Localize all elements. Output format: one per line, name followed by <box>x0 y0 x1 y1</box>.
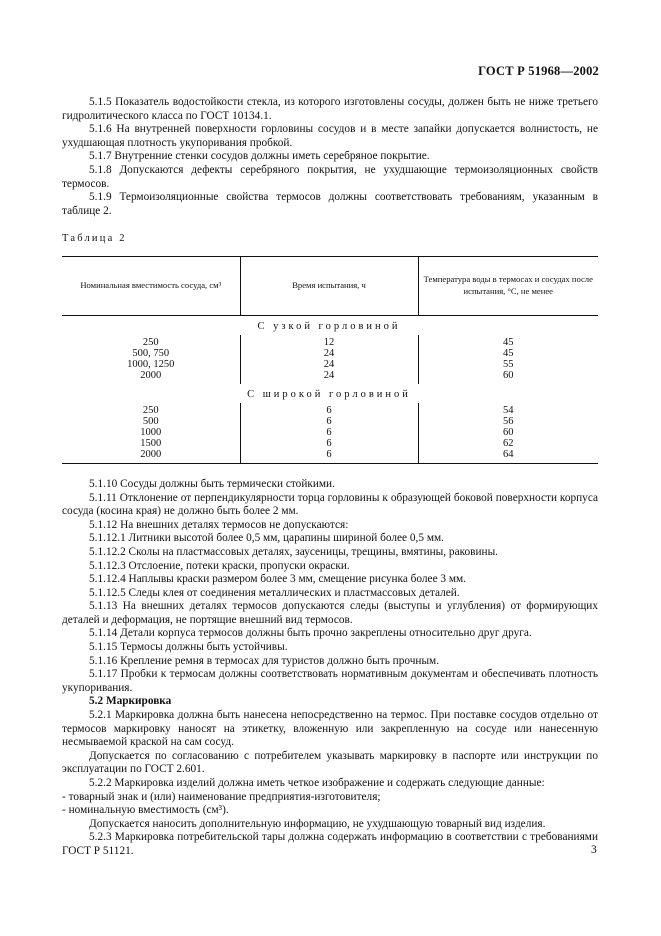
paragraph: 5.1.7 Внутренние стенки сосудов должны иметь серебряное покрытие. <box>89 150 430 163</box>
paragraph: 5.1.13 На внешних деталях термосов допускаются следы (выступы и углубления) от формирующих деталей и деформация, не портящие внешний вид термосов. <box>62 600 598 626</box>
paragraph: 5.1.17 Пробки к термосам должны соответствовать нормативным документам и обеспечивать плотность укупоривания. <box>62 668 598 694</box>
paragraph: 5.2.1 Маркировка должна быть нанесена непосредственно на термос. При поставке сосудов отдельно от термосов маркировку наносят на этикетку, вложенную или закрепленную на сосуде или нанесенную несмываемой краской на сам сосуд. <box>62 709 598 749</box>
column-header: Температура воды в термосах и сосудах после испытания, °С, не менее <box>418 256 598 315</box>
paragraph: 5.1.12.5 Следы клея от соединения металлических и пластмассовых деталей. <box>89 586 460 599</box>
paragraph: 5.1.15 Термосы должны быть устойчивы. <box>89 641 288 654</box>
paragraph: 5.1.6 На внутренней поверхности горловины сосудов и в месте запайки допускается волнистость, не ухудшающая плотность укупоривания пробкой. <box>62 123 598 149</box>
paragraph: 5.1.5 Показатель водостойкости стекла, из которого изготовлены сосуды, должен быть не ниже третьего гидролитического класса по ГОСТ 10134.1. <box>62 96 598 122</box>
table-caption: Таблица 2 <box>62 233 127 245</box>
volume-cell: 250 500, 750 1000, 1250 2000 <box>127 336 175 381</box>
paragraph: 5.2.2 Маркировка изделий должна иметь четкое изображение и содержать следующие данные: <box>89 777 545 789</box>
time-cell: 12 24 24 24 <box>240 335 418 384</box>
paragraph: 5.1.16 Крепление ремня в термосах для туристов должно быть прочным. <box>89 654 440 667</box>
paragraph: 5.1.12.1 Литники высотой более 0,5 мм, царапины шириной более 0,5 мм. <box>89 532 444 545</box>
temperature-cell: 45 45 55 60 <box>418 335 598 384</box>
section-heading: 5.2 Маркировка <box>89 695 172 708</box>
paragraph: 5.1.12.2 Сколы на пластмассовых деталях, заусеницы, трещины, вмятины, раковины. <box>89 545 498 558</box>
paragraph: 5.1.8 Допускаются дефекты серебряного покрытия, не ухудшающие термоизоляционных свойств термосов. <box>62 163 598 190</box>
section-title: С широкой горловиной <box>247 388 411 400</box>
paragraph: 5.1.14 Детали корпуса термосов должны быть прочно закреплены относительно друг друга. <box>89 627 532 640</box>
paragraph: 5.1.12.4 Наплывы краски размером более 3 мм, смещение рисунка более 3 мм. <box>89 573 467 586</box>
document-code: ГОСТ Р 51968—2002 <box>478 64 599 78</box>
body-text <box>62 96 598 859</box>
paragraph: 5.1.10 Сосуды должны быть термически стойкими. <box>89 477 335 490</box>
section-title: С узкой горловиной <box>257 320 401 332</box>
column-header: Время испытания, ч <box>240 256 418 315</box>
time-cell: 6 6 6 6 6 <box>240 403 418 464</box>
paragraph: 5.2.3 Маркировка потребительской тары должна содержать информацию в соответствии с требованиями ГОСТ Р 51121. <box>62 831 598 857</box>
list-item: - товарный знак и (или) наименование предприятия-изготовителя; <box>62 790 381 803</box>
volume-cell: 250 500 1000 1500 2000 <box>62 403 240 464</box>
column-header: Номинальная вместимость сосуда, см³ <box>62 256 240 315</box>
temperature-cell: 54 56 60 62 64 <box>418 403 598 464</box>
paragraph: Допускается по согласованию с потребителем указывать маркировку в паспорте или инструкции по эксплуатации по ГОСТ 2.601. <box>62 749 598 776</box>
paragraph: 5.1.12 На внешних деталях термосов не допускаются: <box>89 518 349 531</box>
list-item: - номинальную вместимость (см³). <box>62 804 229 817</box>
paragraph: 5.1.9 Термоизоляционные свойства термосов должны соответствовать требованиям, указанным в таблице 2. <box>62 191 598 217</box>
page-number: 3 <box>591 844 597 856</box>
paragraph: Допускается наносить дополнительную информацию, не ухудшающую товарный вид изделия. <box>89 817 546 830</box>
paragraph: 5.1.12.3 Отслоение, потеки краски, пропуски окраски. <box>89 559 350 572</box>
table-2 <box>62 256 598 464</box>
paragraph: 5.1.11 Отклонение от перпендикулярности торца горловины к образующей боковой поверхности корпуса сосуда (косина края) не должно быть более 2 мм. <box>62 491 598 518</box>
